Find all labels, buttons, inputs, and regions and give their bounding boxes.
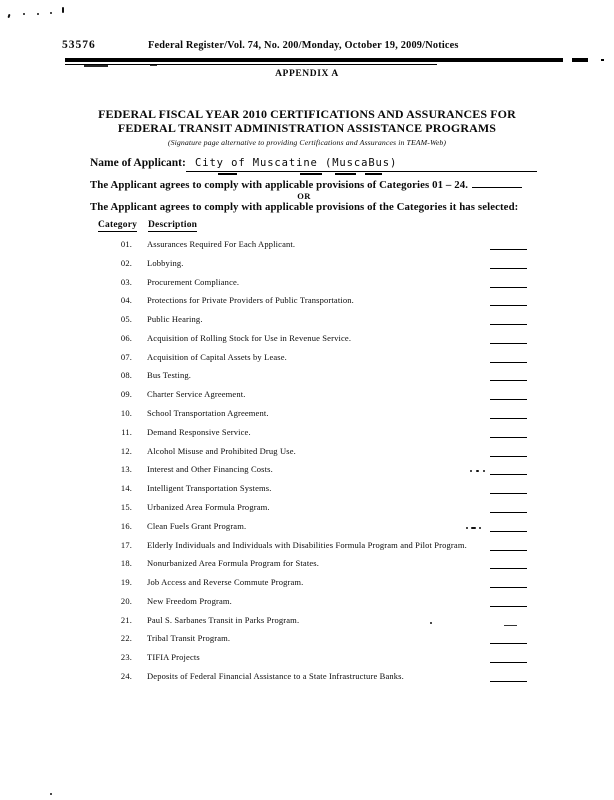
scan-artifact: [50, 12, 52, 14]
table-row: [0, 652, 614, 671]
table-row: [0, 446, 614, 465]
selection-blank: [490, 558, 527, 569]
description-column-header: Description: [148, 220, 198, 230]
journal-header: Federal Register/Vol. 74, No. 200/Monday, October 19, 2009/Notices: [148, 40, 459, 51]
selection-blank: [504, 615, 517, 626]
category-column-header: Category: [98, 220, 138, 230]
table-row: [0, 633, 614, 652]
category-description: Acquisition of Rolling Stock for Use in Revenue Service.: [147, 332, 352, 343]
table-row: [0, 577, 614, 596]
selection-blank: [490, 295, 527, 306]
selection-blank: [490, 352, 527, 363]
table-row: [0, 671, 614, 690]
category-table: [0, 239, 614, 690]
category-description: Public Hearing.: [147, 314, 203, 325]
selection-blank: [490, 370, 527, 381]
selection-blank: [490, 277, 527, 288]
selection-blank: [490, 596, 527, 607]
category-description: Alcohol Misuse and Prohibited Drug Use.: [147, 445, 296, 456]
applicant-label: Name of Applicant:: [90, 157, 186, 169]
category-number: 14.: [120, 483, 132, 494]
table-row: [0, 333, 614, 352]
selection-blank: [490, 389, 527, 400]
category-description: Interest and Other Financing Costs.: [147, 464, 273, 475]
scan-artifact: [23, 13, 25, 15]
category-description: Procurement Compliance.: [147, 276, 240, 287]
category-description: Bus Testing.: [147, 370, 192, 381]
table-row: [0, 615, 614, 634]
selection-blank: [490, 258, 527, 269]
agreement-selected-categories: The Applicant agrees to comply with applicable provisions of the Categories it has selected:: [90, 201, 519, 213]
table-row: [0, 352, 614, 371]
selection-blank: [490, 483, 527, 494]
table-row: [0, 558, 614, 577]
document-title: [0, 108, 614, 147]
category-number: 24.: [120, 670, 132, 681]
table-row: [0, 408, 614, 427]
category-number: 10.: [120, 408, 132, 419]
selection-blank: [490, 464, 527, 475]
table-row: [0, 314, 614, 333]
category-number: 12.: [120, 445, 132, 456]
scan-artifact: [50, 793, 52, 795]
category-description: Paul S. Sarbanes Transit in Parks Program.: [147, 614, 300, 625]
selection-blank: [490, 652, 527, 663]
table-row: [0, 389, 614, 408]
selection-blank: [490, 333, 527, 344]
table-row: [0, 521, 614, 540]
table-row: [0, 239, 614, 258]
table-row: [0, 277, 614, 296]
table-row: [0, 258, 614, 277]
table-row: [0, 540, 614, 559]
table-row: [0, 295, 614, 314]
scan-artifact: [365, 173, 382, 175]
scan-artifact: [300, 173, 322, 175]
category-description: Protections for Private Providers of Public Transportation.: [147, 295, 354, 306]
category-description: Demand Responsive Service.: [147, 426, 251, 437]
selection-blank: [490, 502, 527, 513]
selection-blank: [490, 446, 527, 457]
title-line-1: FEDERAL FISCAL YEAR 2010 CERTIFICATIONS AND ASSURANCES FOR: [98, 107, 516, 121]
applicant-name-field: [186, 156, 537, 172]
header-rule-thin: [65, 64, 437, 65]
title-subtitle: (Signature page alternative to providing Certifications and Assurances in TEAM-Web): [167, 137, 447, 147]
category-description: Nonurbanized Area Formula Program for States.: [147, 558, 319, 569]
category-description: Intelligent Transportation Systems.: [147, 483, 272, 494]
scan-artifact: [601, 59, 604, 61]
page-number: 53576: [62, 39, 96, 51]
agreement-initial-blank: [472, 177, 522, 188]
selection-blank: [490, 633, 527, 644]
category-number: 11.: [121, 426, 132, 437]
table-row: [0, 427, 614, 446]
scan-artifact: [218, 173, 237, 175]
category-description: New Freedom Program.: [147, 595, 232, 606]
header-rule-thick: [65, 58, 563, 62]
selection-blank: [490, 540, 527, 551]
selection-blank: [490, 239, 527, 250]
category-description: TIFIA Projects: [147, 652, 200, 663]
category-number: 03.: [120, 276, 132, 287]
category-description: Lobbying.: [147, 257, 184, 268]
scan-artifact: [62, 7, 64, 13]
category-description: Urbanized Area Formula Program.: [147, 501, 270, 512]
or-label: OR: [297, 191, 311, 201]
category-number: 21.: [120, 614, 132, 625]
table-row: [0, 483, 614, 502]
table-row: [0, 502, 614, 521]
table-row: [0, 596, 614, 615]
scan-artifact: [150, 64, 157, 66]
category-number: 07.: [120, 351, 132, 362]
category-number: 16.: [120, 520, 132, 531]
selection-blank: [490, 427, 527, 438]
category-number: 02.: [120, 257, 132, 268]
header-rule-dash: [572, 58, 588, 62]
selection-blank: [490, 408, 527, 419]
category-number: 22.: [120, 633, 132, 644]
agreement-all-categories-text: The Applicant agrees to comply with applicable provisions of Categories 01 – 24.: [90, 179, 468, 191]
category-number: 01.: [120, 239, 132, 249]
scan-artifact: [7, 14, 10, 18]
category-description: Elderly Individuals and Individuals with Disabilities Formula Program and Pilot Program.: [147, 539, 467, 550]
category-number: 17.: [120, 539, 132, 550]
category-number: 20.: [120, 595, 132, 606]
category-description: Charter Service Agreement.: [147, 389, 246, 400]
table-row: [0, 464, 614, 483]
selection-blank: [490, 521, 527, 532]
selection-blank: [490, 314, 527, 325]
selection-blank: [490, 671, 527, 682]
scan-artifact: [37, 13, 39, 15]
category-number: 13.: [120, 464, 132, 475]
category-description: Job Access and Reverse Commute Program.: [147, 577, 304, 588]
selection-blank: [490, 577, 527, 588]
category-number: 15.: [120, 501, 132, 512]
agreement-all-categories: [90, 177, 522, 191]
category-number: 23.: [120, 652, 132, 663]
scan-artifact: [84, 65, 108, 68]
category-number: 05.: [120, 314, 132, 325]
category-description: School Transportation Agreement.: [147, 408, 269, 419]
category-description: Deposits of Federal Financial Assistance to a State Infrastructure Banks.: [147, 670, 404, 681]
category-number: 18.: [120, 558, 132, 569]
category-description: Acquisition of Capital Assets by Lease.: [147, 351, 287, 362]
table-row: [0, 370, 614, 389]
category-number: 09.: [120, 389, 132, 400]
category-description: Clean Fuels Grant Program.: [147, 520, 247, 531]
category-number: 04.: [120, 295, 132, 306]
applicant-name-value: City of Muscatine (MuscaBus): [195, 157, 398, 169]
appendix-label: APPENDIX A: [275, 69, 339, 79]
category-description: Tribal Transit Program.: [147, 633, 231, 644]
category-number: 08.: [120, 370, 132, 381]
category-description: Assurances Required For Each Applicant.: [147, 239, 296, 249]
category-number: 19.: [120, 577, 132, 588]
category-number: 06.: [120, 332, 132, 343]
scan-artifact: [335, 173, 356, 175]
title-line-2: FEDERAL TRANSIT ADMINISTRATION ASSISTANCE PROGRAMS: [117, 120, 497, 135]
